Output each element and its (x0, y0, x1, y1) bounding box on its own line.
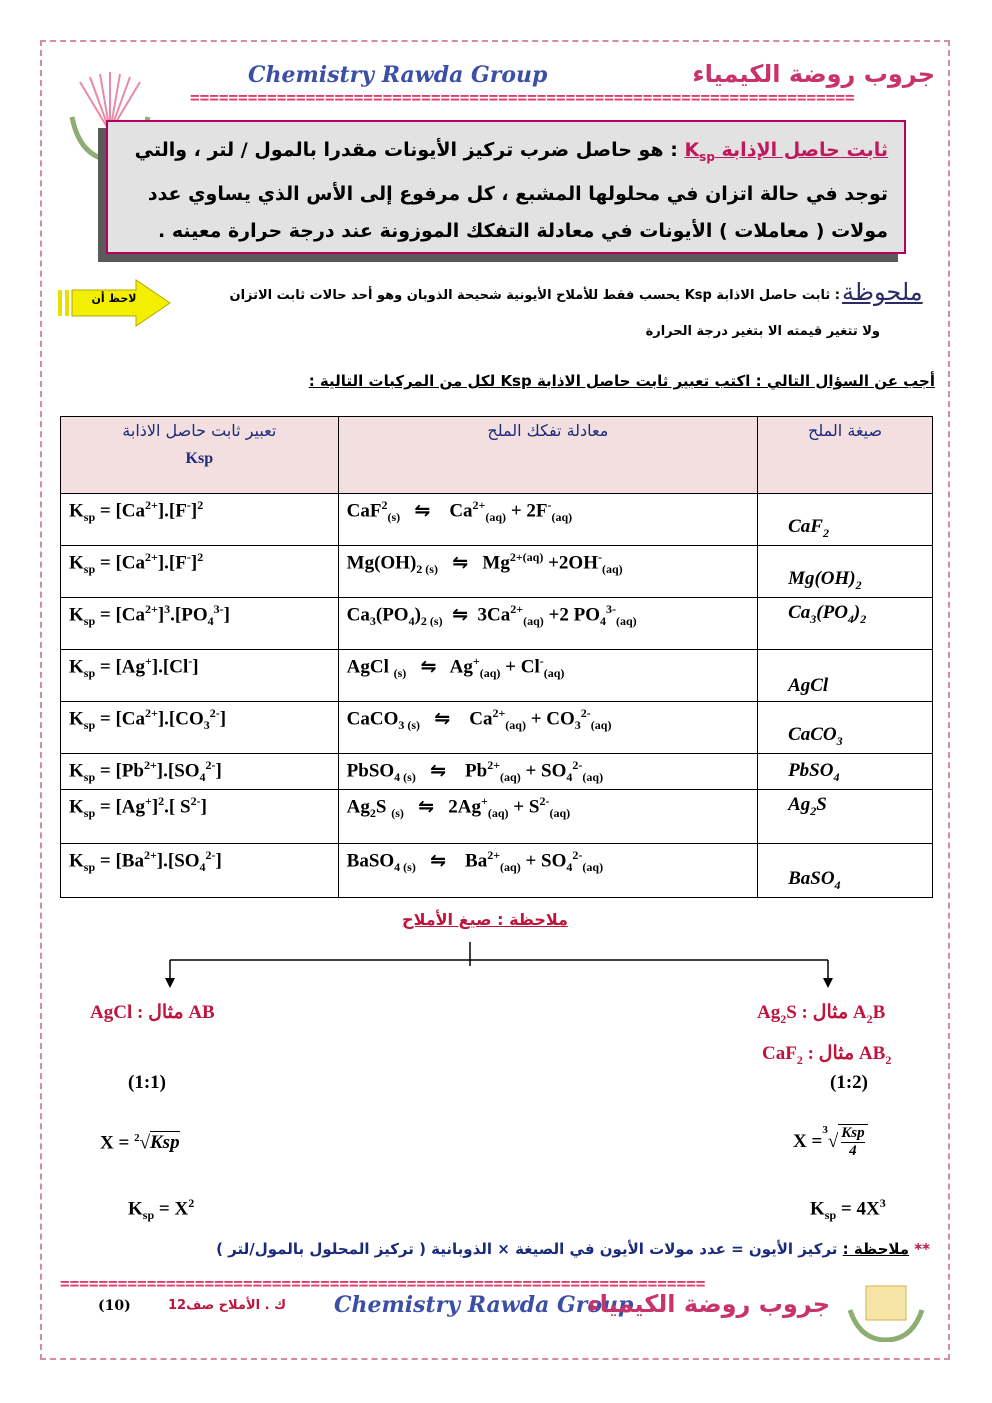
table-row: $K_{sp} = [Ba^{2+}].[SO_4^{2-}]$ BaSO$_{4 (s)}$ ⇋ $Ba^{2+}_{(aq)} + SO_4^{2-}_{(aq)}$ BaSO$_4$ (61, 844, 933, 898)
footer-ar-title: جروب روضة الكيمياء (587, 1290, 830, 1318)
table-row: $K_{sp} = [Ca^{2+}]^3.[PO_4^{3-}]$ $Ca_3(PO_4)_{2 (s)}$ ⇋ $3Ca^{2+}_{(aq)} +2$ $PO_4^{3-}_{(aq)}$ $Ca_3(PO_4)_2$ (61, 598, 933, 650)
form-ab-x-formula: X = $^2$√Ksp (100, 1132, 180, 1154)
forms-note-title: ملاحظة : صيغ الأملاح (402, 910, 568, 929)
form-ab-example: AgCl : مثال AB (90, 1002, 215, 1023)
header-divider: ===================================================================== (190, 88, 855, 107)
table-row: $K_{sp} = [Ca^{2+}].[F^-]^2$ $Mg(OH)_{2 (s)}$ ⇋ $Mg^{2+(aq)} +2OH^-_{(aq)}$ $Mg(OH)_2$ (61, 546, 933, 598)
table-row: $K_{sp} = [Pb^{2+}].[SO_4^{2-}]$ PbSO$_{4 (s)}$ ⇋ $Pb^{2+}_{(aq)} + SO_4^{2-}_{(aq)}$ PbSO$_4$ (61, 754, 933, 790)
page-number: (10) (98, 1298, 131, 1314)
definition-box (106, 120, 906, 254)
definition-term: ثابت حاصل الإذابة $K_{sp}$ (684, 139, 888, 164)
table-row: $K_{sp} = [Ca^{2+}].[F^-]^2$ CaF$^2_{(s)}$ ⇋ $Ca^{2+}_{(aq)} + 2F^-_{(aq)}$ CaF$_2$ (61, 494, 933, 546)
note-title: ملحوظة (842, 278, 923, 306)
footer-logo-icon (840, 1270, 932, 1342)
header-equation: معادلة تفكك الملح (338, 417, 757, 494)
footer-divider: =================================================================== (60, 1274, 706, 1293)
bottom-note: ** ملاحظة : تركيز الأيون = عدد مولات الأيون في الصيغة × الذوبانية ( تركيز المحلول بالمول/لتر ) (216, 1240, 930, 1258)
form-ab-ratio: (1:1) (128, 1072, 166, 1093)
table-header-row (61, 417, 933, 494)
table-row: $K_{sp} = [Ca^{2+}].[CO_3^{2-}]$ CaCO$_{3 (s)}$ ⇋ $Ca^{2+}_{(aq)} + CO_3^{2-}_{(aq)}$ CaCO$_3$ (61, 702, 933, 754)
table-row: $K_{sp} = [Ag^+].[Cl^-]$ AgCl $_{(s)}$ ⇋ $Ag^+_{(aq)} + Cl^-_{(aq)}$ AgCl (61, 650, 933, 702)
header-ar-title: جروب روضة الكيمياء (692, 60, 935, 88)
note-badge: لاحظ أن (91, 292, 137, 305)
form-a2b-example: $Ag_2S$ : مثال $A_2B$ (757, 1002, 886, 1026)
form-a2b-x-formula: X = $^3$ √ Ksp 4 (793, 1124, 868, 1160)
form-a2b-ratio: (1:2) (830, 1072, 868, 1093)
definition-line-1: : هو حاصل ضرب تركيز الأيونات مقدرا بالمول / لتر ، والتي (134, 139, 685, 161)
form-ab-ksp: $K_{sp} = X^2$ (128, 1196, 195, 1223)
definition-line-3: مولات ( معاملات ) الأيونات في معادلة التفكك الموزونة عند درجة حرارة معينه . (158, 219, 888, 242)
note-line-1: : ثابت حاصل الاذابة Ksp يحسب فقط للأملاح الأيونية شحيحة الذوبان وهو أحد حالات ثابت الاتزان (229, 288, 840, 303)
definition-line-2: توجد في حالة اتزان في محلولها المشبع ، كل مرفوع إلى الأس الذي يساوي عدد (147, 182, 888, 205)
forms-branch-diagram (160, 940, 840, 990)
header-en-title: Chemistry Rawda Group (248, 62, 548, 88)
footer-en-title: Chemistry Rawda Group (334, 1292, 634, 1318)
note-line-2: ولا تتغير قيمته الا بتغير درجة الحرارة (645, 324, 880, 339)
ksp-table (60, 416, 933, 898)
footer-chapter: ك . الأملاح صف12 (168, 1298, 286, 1313)
table-row: $K_{sp} = [Ag^+]^2$.[ $S^{2-}$] $Ag_2S$ $_{(s)}$ ⇋ $2Ag^+_{(aq)} + S^{2-}_{(aq)}$ $Ag_2S$ (61, 790, 933, 844)
question-text: أجب عن السؤال التالي : اكتب تعبير ثابت حاصل الاذابة Ksp لكل من المركبات التالية : (308, 372, 935, 390)
form-ab2-example: CaF$_2$ : مثال $AB_2$ (762, 1043, 892, 1067)
form-a2b-ksp: $K_{sp} = 4X^3$ (810, 1196, 886, 1223)
header-formula: صيغة الملح (758, 417, 933, 494)
header-ksp: تعبير ثابت حاصل الاذابة Ksp (61, 417, 339, 494)
